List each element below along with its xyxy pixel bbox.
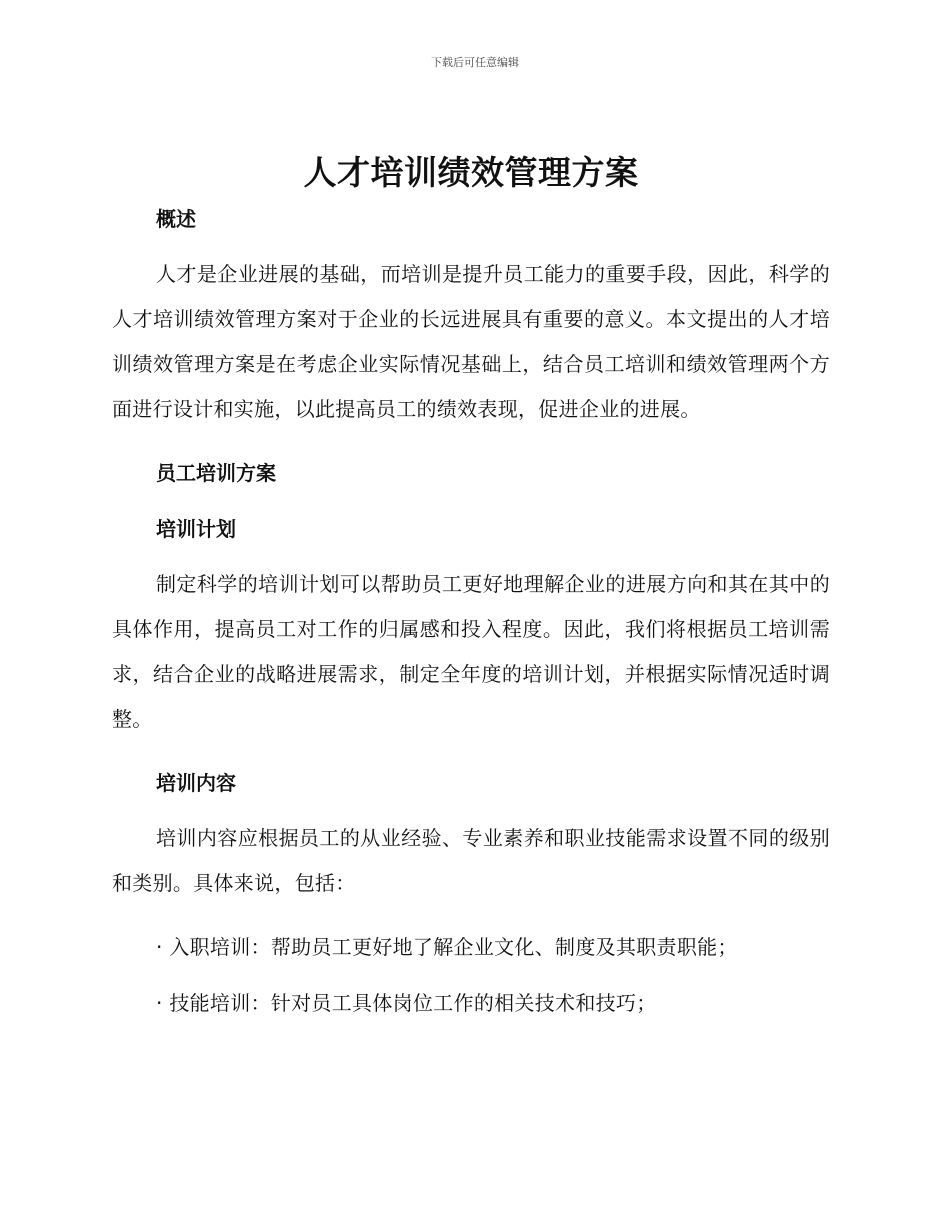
training-content-heading: 培训内容 xyxy=(156,771,236,795)
training-plan-heading: 培训计划 xyxy=(156,517,236,541)
overview-paragraph: 人才是企业进展的基础，而培训是提升员工能力的重要手段，因此，科学的人才培训绩效管理方案对于企业的长远进展具有重要的意义。本文提出的人才培训绩效管理方案是在考虑企业实际情况基础上，结合员工培训和绩效管理两个方面进行设计和实施，以此提高员工的绩效表现，促进企业的进展。 xyxy=(112,262,830,421)
page-header-note: 下载后可任意编辑 xyxy=(431,56,519,69)
document-body xyxy=(112,150,830,1018)
training-program-heading: 员工培训方案 xyxy=(156,461,276,485)
list-item: · 技能培训：针对员工具体岗位工作的相关技术和技巧； xyxy=(156,991,657,1015)
document-title: 人才培训绩效管理方案 xyxy=(303,153,639,192)
training-plan-paragraph: 制定科学的培训计划可以帮助员工更好地理解企业的进展方向和其在其中的具体作用，提高员工对工作的归属感和投入程度。因此，我们将根据员工培训需求，结合企业的战略进展需求，制定全年度的培训计划，并根据实际情况适时调整。 xyxy=(112,572,830,731)
overview-heading: 概述 xyxy=(156,207,196,231)
list-item: · 入职培训：帮助员工更好地了解企业文化、制度及其职责职能； xyxy=(156,935,738,959)
training-content-paragraph: 培训内容应根据员工的从业经验、专业素养和职业技能需求设置不同的级别和类别。具体来说，包括： xyxy=(112,826,830,895)
